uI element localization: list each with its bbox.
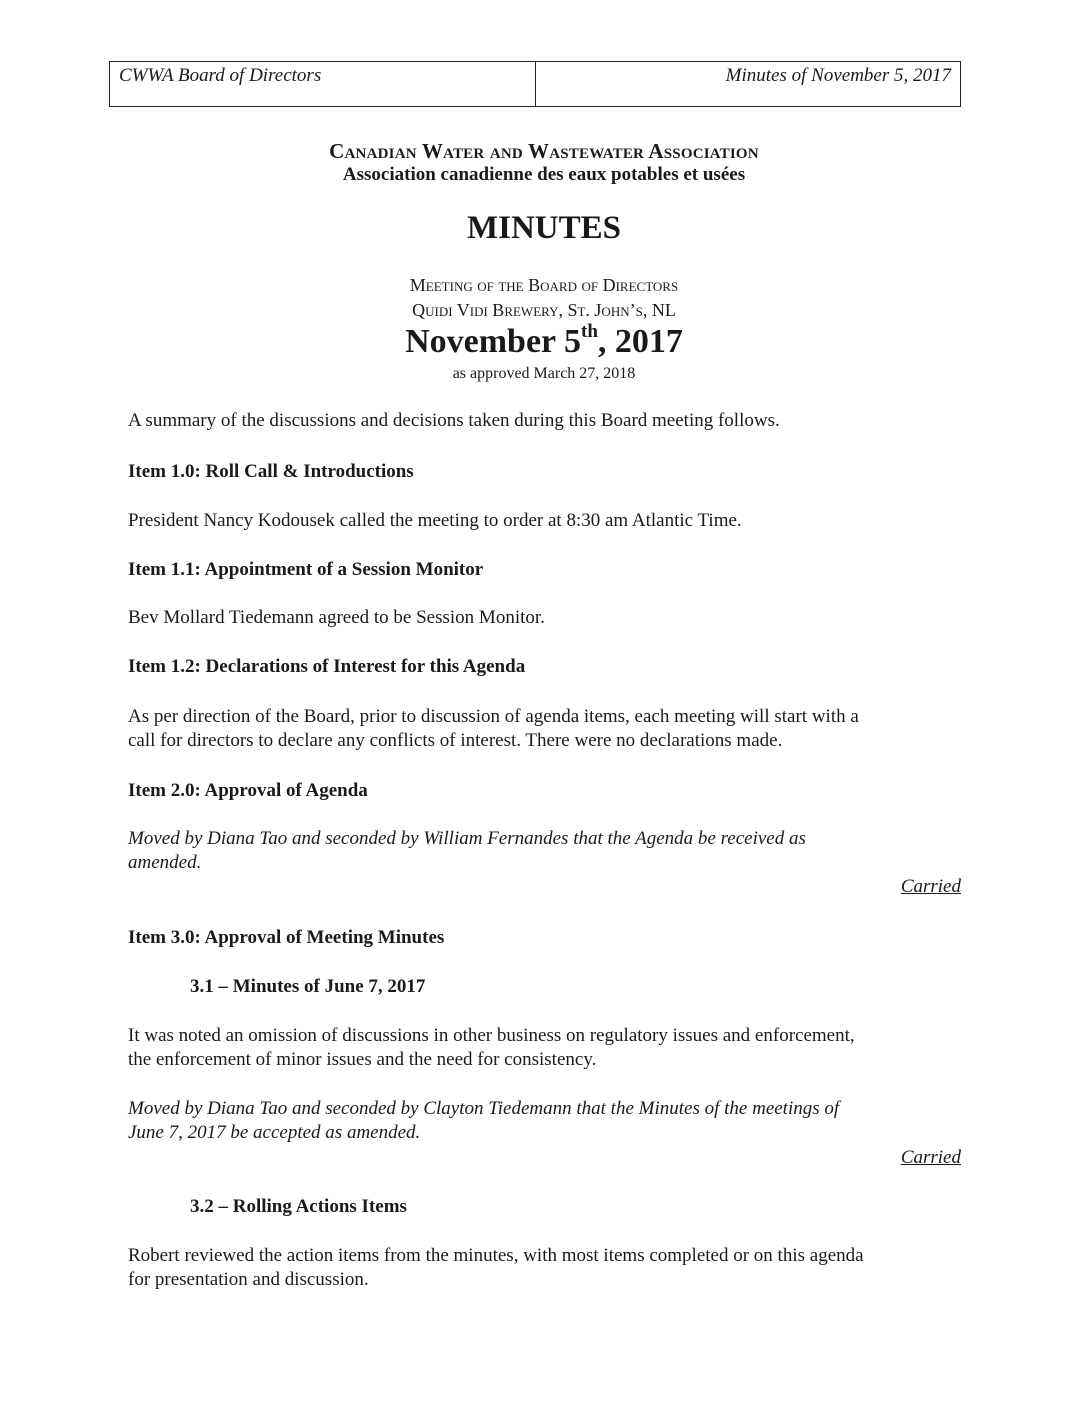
header-board-name: CWWA Board of Directors bbox=[110, 62, 536, 106]
item-2-0-heading: Item 2.0: Approval of Agenda bbox=[128, 780, 368, 801]
approval-note: as approved March 27, 2018 bbox=[452, 365, 636, 382]
page-header-table bbox=[109, 61, 961, 107]
intro-paragraph: A summary of the discussions and decisions taken during this Board meeting follows. bbox=[128, 410, 780, 431]
meeting-date-suffix: th bbox=[581, 321, 598, 342]
item-2-0-motion-line-1: Moved by Diana Tao and seconded by William Fernandes that the Agenda be received as bbox=[128, 828, 806, 849]
item-3-0-heading: Item 3.0: Approval of Meeting Minutes bbox=[128, 927, 445, 948]
item-3-1-heading: 3.1 – Minutes of June 7, 2017 bbox=[190, 976, 426, 997]
item-3-1-line-1: It was noted an omission of discussions in other business on regulatory issues and enforcement, bbox=[128, 1025, 855, 1046]
document-title: MINUTES bbox=[466, 210, 622, 246]
item-1-2-heading: Item 1.2: Declarations of Interest for this Agenda bbox=[128, 656, 526, 677]
meeting-date-main: November 5 bbox=[405, 323, 582, 360]
meeting-date bbox=[0, 319, 1088, 365]
item-2-0-motion-line-2: amended. bbox=[128, 852, 202, 873]
item-1-0-heading: Item 1.0: Roll Call & Introductions bbox=[128, 461, 414, 482]
header-minutes-date: Minutes of November 5, 2017 bbox=[725, 65, 951, 86]
org-name-french: Association canadienne des eaux potables et usées bbox=[342, 164, 746, 185]
item-1-1-text: Bev Mollard Tiedemann agreed to be Session Monitor. bbox=[128, 607, 545, 628]
meeting-type: Meeting of the Board of Directors bbox=[409, 275, 679, 295]
item-1-2-line-2: call for directors to declare any conflicts of interest. There were no declarations made. bbox=[128, 730, 783, 751]
item-3-2-line-2: for presentation and discussion. bbox=[128, 1269, 369, 1290]
item-3-1-result: Carried bbox=[900, 1147, 961, 1168]
item-1-2-line-1: As per direction of the Board, prior to discussion of agenda items, each meeting will start with a bbox=[128, 706, 859, 727]
item-1-0-text: President Nancy Kodousek called the meeting to order at 8:30 am Atlantic Time. bbox=[128, 510, 742, 531]
item-3-2-line-1: Robert reviewed the action items from the minutes, with most items completed or on this agenda bbox=[128, 1245, 864, 1266]
item-3-2-heading: 3.2 – Rolling Actions Items bbox=[190, 1196, 407, 1217]
item-3-1-line-2: the enforcement of minor issues and the need for consistency. bbox=[128, 1049, 597, 1070]
item-1-1-heading: Item 1.1: Appointment of a Session Monitor bbox=[128, 559, 484, 580]
item-2-0-result: Carried bbox=[900, 876, 961, 897]
item-3-1-motion-line-1: Moved by Diana Tao and seconded by Clayton Tiedemann that the Minutes of the meetings of bbox=[128, 1098, 840, 1119]
org-name-english: Canadian Water and Wastewater Association bbox=[329, 139, 759, 163]
meeting-location: Quidi Vidi Brewery, St. John’s, NL bbox=[412, 300, 676, 320]
item-3-1-motion-line-2: June 7, 2017 be accepted as amended. bbox=[128, 1122, 421, 1143]
meeting-date-year: , 2017 bbox=[597, 323, 683, 360]
